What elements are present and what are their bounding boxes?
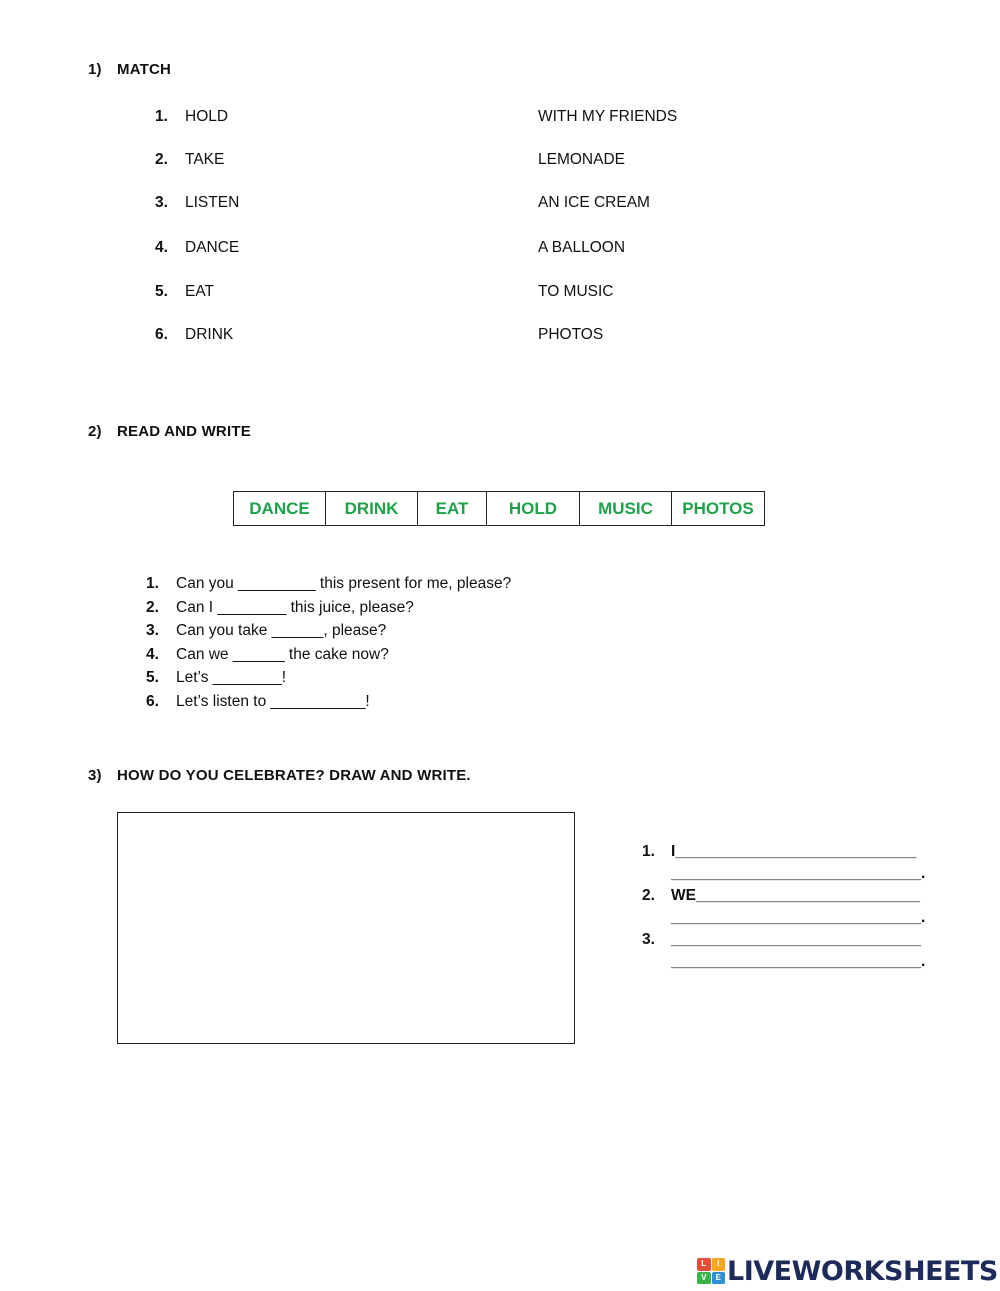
- list-item: [146, 645, 511, 669]
- list-item: [146, 668, 511, 692]
- match-right-word[interactable]: A BALLOON: [538, 239, 626, 256]
- section-title: HOW DO YOU CELEBRATE? DRAW AND WRITE.: [117, 767, 471, 784]
- section-number: 3): [88, 767, 102, 784]
- list-item: [146, 574, 511, 598]
- section-title: READ AND WRITE: [117, 423, 251, 440]
- drawing-area[interactable]: [117, 812, 575, 1044]
- sentence-with-blank[interactable]: Can we ______ the cake now?: [176, 645, 389, 663]
- match-row: [155, 108, 855, 128]
- match-right-word[interactable]: LEMONADE: [538, 151, 625, 168]
- item-number: 1.: [155, 108, 168, 125]
- item-number: 4.: [146, 645, 159, 663]
- sentence-with-blank[interactable]: Can you take ______, please?: [176, 622, 387, 639]
- item-number: 3.: [155, 194, 168, 211]
- logo-block: V: [697, 1272, 711, 1285]
- word-bank-word: EAT: [418, 492, 487, 526]
- match-left-word[interactable]: LISTEN: [185, 194, 240, 211]
- item-number: 1.: [642, 843, 655, 860]
- match-right-word[interactable]: AN ICE CREAM: [538, 194, 650, 211]
- match-right-word[interactable]: WITH MY FRIENDS: [538, 108, 678, 125]
- match-left-word[interactable]: HOLD: [185, 108, 229, 125]
- match-left-word[interactable]: DRINK: [185, 326, 234, 343]
- item-number: 2.: [146, 598, 159, 616]
- write-line[interactable]: [642, 886, 925, 908]
- sentence-with-blank[interactable]: Can I ________ this juice, please?: [176, 598, 414, 616]
- write-line[interactable]: [642, 908, 925, 930]
- item-number: 3.: [146, 622, 159, 639]
- section-number: 2): [88, 423, 102, 440]
- match-left-word[interactable]: EAT: [185, 283, 214, 300]
- match-row: [155, 283, 855, 303]
- item-number: 5.: [146, 669, 159, 686]
- liveworksheets-logo: [697, 1255, 998, 1287]
- item-number: 1.: [146, 575, 159, 592]
- logo-text: LIVEWORKSHEETS: [727, 1255, 998, 1287]
- item-number: 3.: [642, 931, 655, 948]
- item-number: 2.: [642, 887, 655, 904]
- item-number: 6.: [146, 692, 159, 710]
- item-number: 6.: [155, 326, 168, 343]
- read-write-list: [146, 574, 511, 715]
- logo-block: E: [712, 1272, 726, 1285]
- sentence-with-blank[interactable]: Let’s ________!: [176, 669, 287, 686]
- write-line[interactable]: [642, 864, 925, 886]
- answer-blank[interactable]: _____________________________.: [671, 953, 926, 970]
- word-bank: [233, 491, 765, 526]
- match-left-word[interactable]: TAKE: [185, 151, 225, 168]
- logo-block: I: [712, 1258, 726, 1271]
- word-bank-word: DRINK: [326, 492, 418, 526]
- section-3-heading: [88, 767, 471, 784]
- match-right-word[interactable]: TO MUSIC: [538, 283, 614, 300]
- write-lines: [642, 842, 925, 974]
- logo-blocks-icon: [697, 1258, 725, 1284]
- match-row: [155, 239, 855, 259]
- logo-block: L: [697, 1258, 711, 1271]
- write-line[interactable]: [642, 842, 925, 864]
- match-row: [155, 151, 855, 171]
- item-number: 2.: [155, 151, 168, 168]
- section-number: 1): [88, 61, 102, 78]
- answer-blank[interactable]: _____________________________.: [671, 909, 926, 926]
- answer-blank[interactable]: I____________________________: [671, 843, 917, 860]
- answer-blank[interactable]: _____________________________: [671, 931, 921, 948]
- item-number: 5.: [155, 283, 168, 300]
- item-number: 4.: [155, 239, 168, 256]
- match-right-word[interactable]: PHOTOS: [538, 326, 604, 343]
- word-bank-word: PHOTOS: [672, 492, 765, 526]
- match-left-word[interactable]: DANCE: [185, 239, 240, 256]
- section-title: MATCH: [117, 61, 172, 78]
- sentence-with-blank[interactable]: Let’s listen to ___________!: [176, 692, 370, 710]
- word-bank-word: HOLD: [487, 492, 580, 526]
- match-row: [155, 194, 855, 214]
- sentence-with-blank[interactable]: Can you _________ this present for me, please?: [176, 575, 512, 592]
- write-line[interactable]: [642, 930, 925, 952]
- section-1-heading: [88, 61, 171, 78]
- word-bank-word: MUSIC: [580, 492, 672, 526]
- list-item: [146, 621, 511, 645]
- list-item: [146, 598, 511, 622]
- write-line[interactable]: [642, 952, 925, 974]
- match-row: [155, 326, 855, 346]
- list-item: [146, 692, 511, 716]
- answer-blank[interactable]: WE__________________________: [671, 887, 921, 904]
- section-2-heading: [88, 423, 251, 440]
- word-bank-word: DANCE: [234, 492, 326, 526]
- answer-blank[interactable]: _____________________________.: [671, 865, 926, 882]
